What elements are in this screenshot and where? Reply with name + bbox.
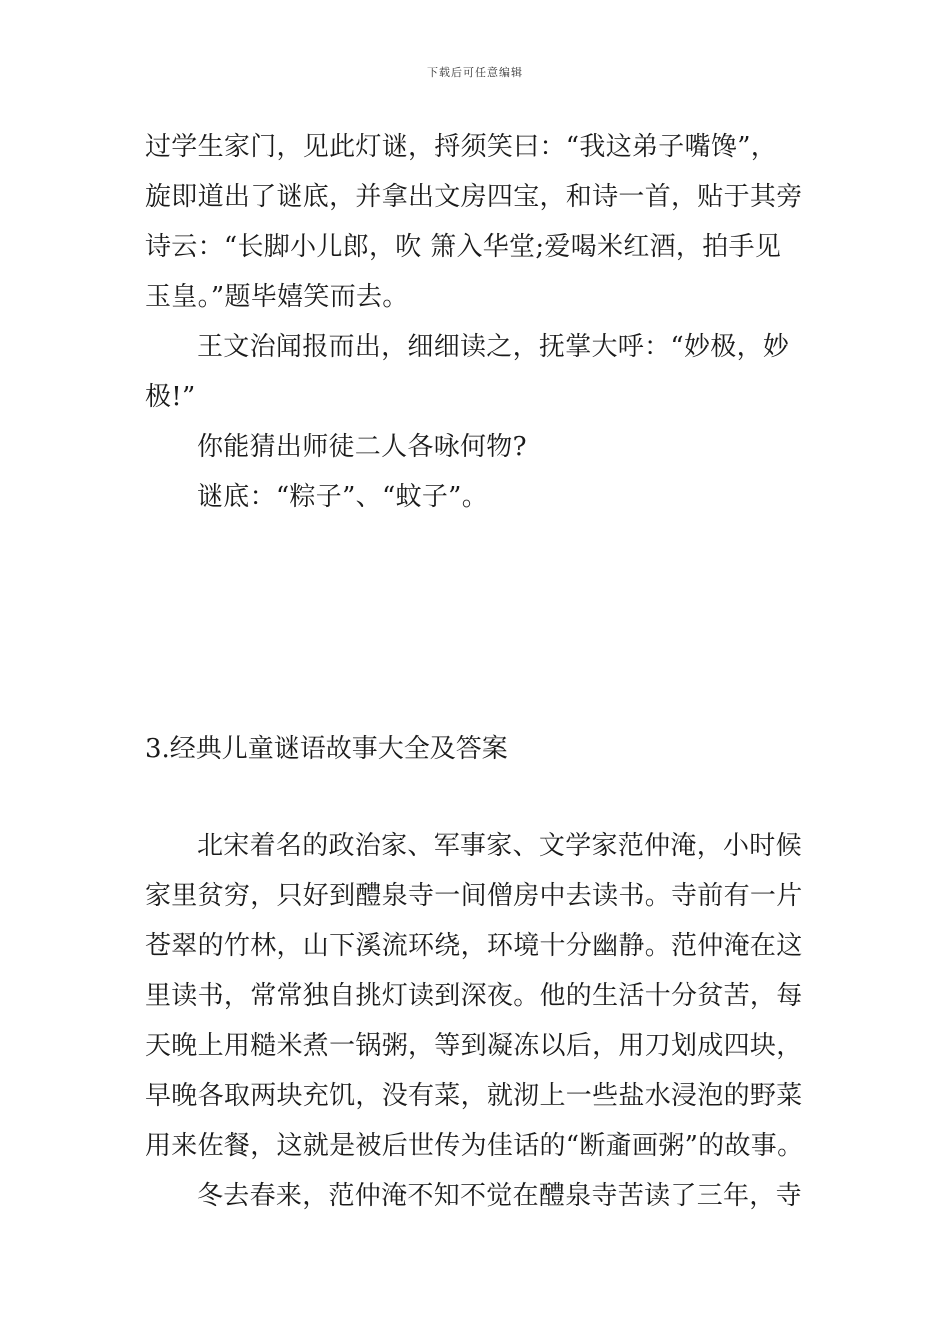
text-line: 家里贫穷，只好到醴泉寺一间僧房中去读书。寺前有一片 bbox=[145, 881, 803, 911]
text-line: 早晚各取两块充饥，没有菜，就沏上一些盐水浸泡的野菜 bbox=[145, 1081, 803, 1111]
section-heading: 3.经典儿童谜语故事大全及答案 bbox=[145, 734, 508, 764]
riddle-answer: 谜底：“粽子”、“蚊子”。 bbox=[197, 482, 489, 512]
text-line: 苍翠的竹林，山下溪流环绕，环境十分幽静。范仲淹在这 bbox=[145, 931, 803, 961]
text-line: 诗云：“长脚小儿郎，吹 箫入华堂;爱喝米红酒，拍手见 bbox=[145, 232, 782, 262]
text-line: 用来佐餐，这就是被后世传为佳话的“断齑画粥”的故事。 bbox=[145, 1131, 804, 1161]
text-line: 天晚上用糙米煮一锅粥，等到凝冻以后，用刀划成四块， bbox=[145, 1031, 803, 1061]
text-line: 王文治闻报而出，细细读之，抚掌大呼：“妙极，妙 bbox=[197, 332, 790, 362]
text-line: 旋即道出了谜底，并拿出文房四宝，和诗一首，贴于其旁 bbox=[145, 182, 803, 212]
text-line: 玉皇。”题毕嬉笑而去。 bbox=[145, 282, 409, 312]
page-header: 下载后可任意编辑 bbox=[427, 66, 523, 79]
text-line: 极!” bbox=[145, 382, 196, 412]
text-line: 里读书，常常独自挑灯读到深夜。他的生活十分贫苦，每 bbox=[145, 981, 803, 1011]
text-line: 冬去春来，范仲淹不知不觉在醴泉寺苦读了三年，寺 bbox=[197, 1181, 802, 1211]
riddle-question: 你能猜出师徒二人各咏何物? bbox=[197, 432, 527, 462]
text-line: 北宋着名的政治家、军事家、文学家范仲淹，小时候 bbox=[197, 831, 802, 861]
story-body bbox=[145, 821, 807, 1221]
text-line: 过学生家门，见此灯谜，捋须笑曰：“我这弟子嘴馋”， bbox=[145, 132, 778, 162]
story-continuation bbox=[145, 122, 807, 522]
